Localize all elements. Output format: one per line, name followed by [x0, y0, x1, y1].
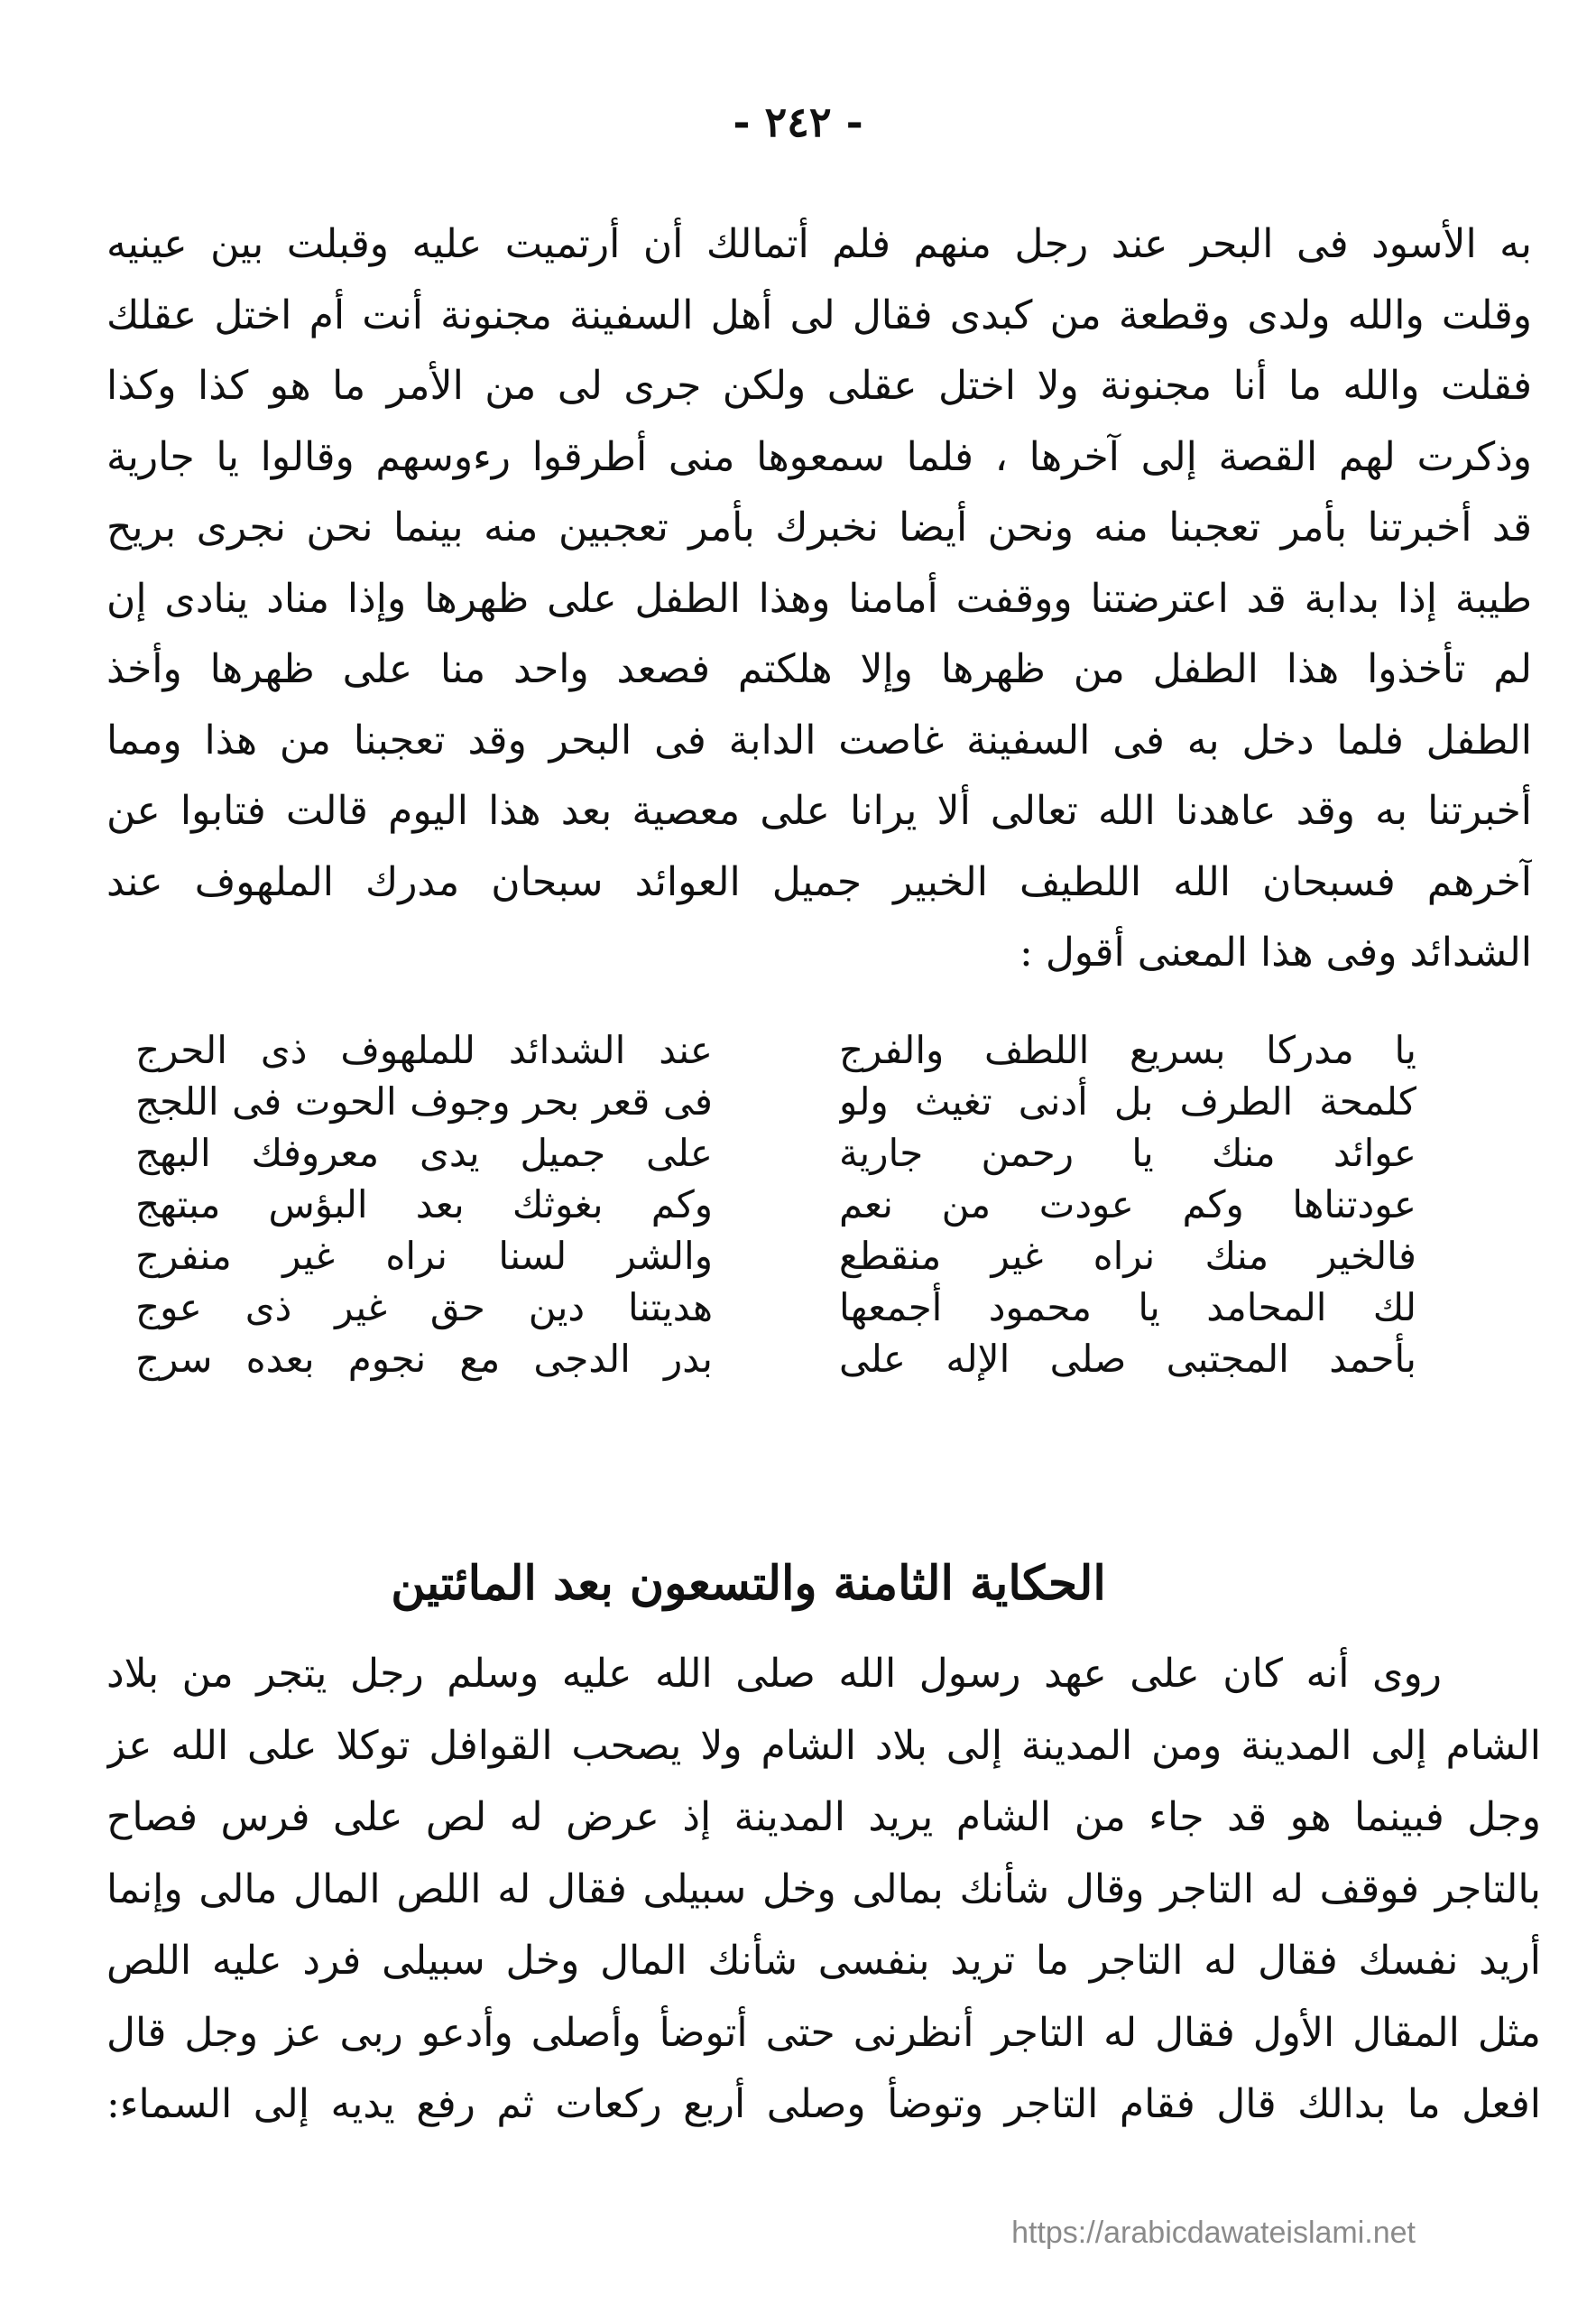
- text-line: بالتاجر فوقف له التاجر وقال شأنك بمالى وخل سبيلى فقال له اللص المال مالى وإنما: [106, 1865, 1541, 1912]
- poem-first-hemistich: فالخير منك نراه غير منقطع: [839, 1234, 1416, 1278]
- text-line: افعل ما بدالك قال فقام التاجر وتوضأ وصلى أربع ركعات ثم رفع يديه إلى السماء:: [106, 2081, 1541, 2127]
- text-line: الشدائد وفى هذا المعنى أقول :: [1019, 930, 1532, 976]
- poem-verse: [135, 1024, 1416, 1076]
- poem-second-hemistich: عند الشدائد للملهوف ذى الحرج: [135, 1028, 713, 1072]
- poem-first-hemistich: كلمحة الطرف بل أدنى تغيث ولو: [839, 1079, 1416, 1124]
- text-line: فقلت والله ما أنا مجنونة ولا اختل عقلى ولكن جرى لى من الأمر ما هو كذا وكذا: [106, 363, 1532, 409]
- poem-second-hemistich: هديتنا دين حق غير ذى عوج: [135, 1285, 713, 1329]
- website-watermark: https://arabicdawateislami.net: [1011, 2216, 1416, 2250]
- text-line: روى أنه كان على عهد رسول الله صلى الله عليه وسلم رجل يتجر من بلاد: [106, 1651, 1442, 1697]
- poem-second-hemistich: فى قعر بحر وجوف الحوت فى اللجج: [135, 1079, 713, 1124]
- poem-verse: [135, 1127, 1416, 1179]
- text-line: وذكرت لهم القصة إلى آخرها ، فلما سمعوها منى أطرقوا رءوسهم وقالوا يا جارية: [106, 433, 1532, 480]
- text-line: أخبرتنا به وقد عاهدنا الله تعالى ألا يرانا على معصية بعد هذا اليوم قالت فتابوا عن: [106, 788, 1532, 834]
- page-number: - ٢٤٢ -: [733, 97, 863, 146]
- text-line: أريد نفسك فقال له التاجر ما تريد بنفسى شأنك المال وخل سبيلى فرد عليه اللص: [106, 1938, 1541, 1984]
- text-line: وقلت والله ولدى وقطعة من كبدى فقال لى أهل السفينة مجنونة أنت أم اختل عقلك: [106, 292, 1532, 338]
- poem-first-hemistich: عودتناها وكم عودت من نعم: [839, 1182, 1416, 1226]
- text-line: مثل المقال الأول فقال له التاجر أنظرنى حتى أتوضأ وأصلى وأدعو ربى عز وجل قال: [106, 2009, 1541, 2056]
- text-line: الطفل فلما دخل به فى السفينة غاصت الدابة فى البحر وقد تعجبنا من هذا ومما: [106, 717, 1532, 764]
- story-paragraph: [106, 209, 1532, 989]
- poem: [135, 1024, 1416, 1384]
- poem-second-hemistich: وكم بغوثك بعد البؤس مبتهج: [135, 1182, 713, 1226]
- poem-first-hemistich: لك المحامد يا محمود أجمعها: [839, 1285, 1416, 1329]
- poem-second-hemistich: والشر لسنا نراه غير منفرج: [135, 1234, 713, 1278]
- poem-first-hemistich: يا مدركا بسريع اللطف والفرج: [839, 1028, 1416, 1072]
- text-line: وجل فبينما هو قد جاء من الشام يريد المدينة إذ عرض له لص على فرس فصاح: [106, 1794, 1541, 1840]
- section-heading: الحكاية الثامنة والتسعون بعد المائتين: [391, 1556, 1106, 1611]
- text-line: به الأسود فى البحر عند رجل منهم فلم أتمالك أن أرتميت عليه وقبلت بين عينيه: [106, 221, 1532, 267]
- text-line: لم تأخذوا هذا الطفل من ظهرها وإلا هلكتم فصعد واحد منا على ظهرها وأخذ: [106, 646, 1532, 692]
- poem-verse: [135, 1230, 1416, 1282]
- poem-second-hemistich: على جميل يدى معروفك البهج: [135, 1131, 713, 1175]
- text-line: الشام إلى المدينة ومن المدينة إلى بلاد الشام ولا يصحب القوافل توكلا على الله عز: [106, 1722, 1541, 1769]
- poem-verse: [135, 1179, 1416, 1230]
- poem-first-hemistich: بأحمد المجتبى صلى الإله على: [839, 1337, 1416, 1381]
- story-paragraph: [106, 1638, 1541, 2141]
- poem-verse: [135, 1076, 1416, 1127]
- poem-verse: [135, 1333, 1416, 1384]
- poem-first-hemistich: عوائد منك يا رحمن جارية: [839, 1131, 1416, 1175]
- poem-second-hemistich: بدر الدجى مع نجوم بعده سرج: [135, 1337, 713, 1381]
- text-line: آخرهم فسبحان الله اللطيف الخبير جميل العوائد سبحان مدرك الملهوف عند: [106, 858, 1532, 905]
- text-line: طيبة إذا بدابة قد اعترضتنا ووقفت أمامنا وهذا الطفل على ظهرها وإذا مناد ينادى إن: [106, 575, 1532, 622]
- poem-verse: [135, 1282, 1416, 1333]
- text-line: قد أخبرتنا بأمر تعجبنا منه ونحن أيضا نخبرك بأمر تعجبين منه بينما نحن نجرى بريح: [106, 504, 1532, 551]
